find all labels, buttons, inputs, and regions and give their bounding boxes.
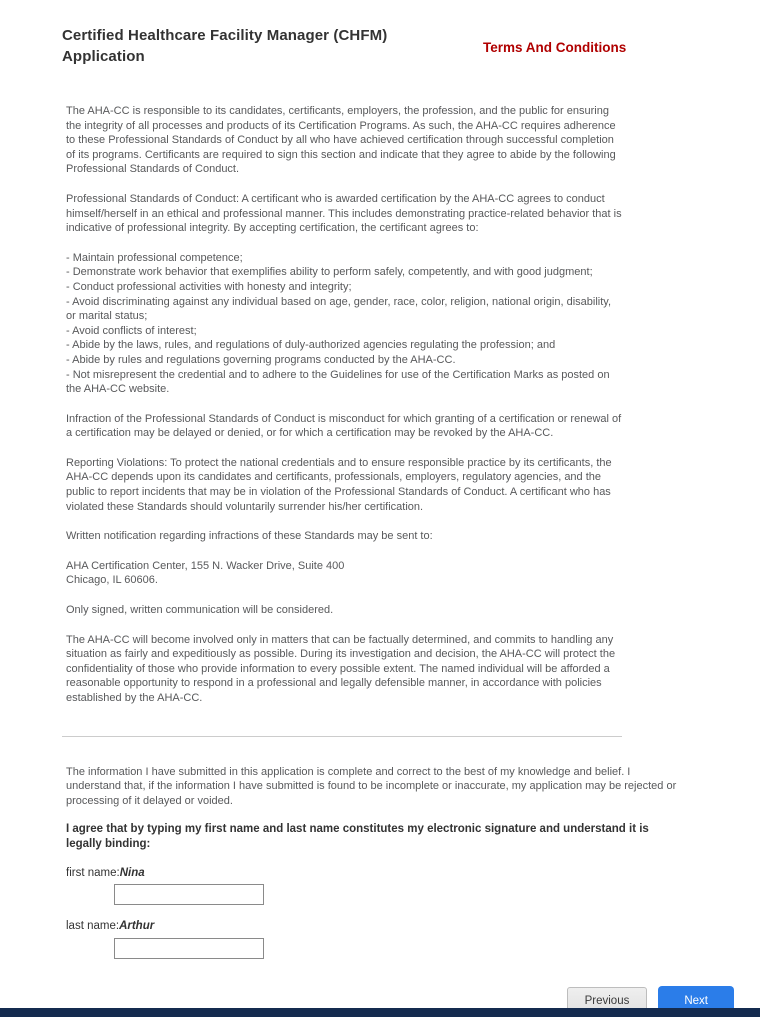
last-name-field <box>66 919 682 959</box>
page-title: Certified Healthcare Facility Manager (CHFM) Application <box>62 27 388 65</box>
conduct-list <box>66 251 623 397</box>
terms-paragraph-infraction: Infraction of the Professional Standards of Conduct is misconduct for which granting of a certification or renewal of a certification may be delayed or denied, or for which a certification may be revoked by the AHA-CC. <box>66 412 622 440</box>
conduct-item: - Demonstrate work behavior that exemplifies ability to perform safely, competently, and with good judgment; <box>66 266 593 279</box>
next-button[interactable]: Next <box>658 986 734 1016</box>
conduct-item: - Avoid conflicts of interest; <box>66 324 197 337</box>
last-name-input[interactable] <box>114 938 264 959</box>
agree-statement: I agree that by typing my first name and last name constitutes my electronic signature and understand it is legally binding: <box>66 823 649 850</box>
declaration-paragraph: The information I have submitted in this application is complete and correct to the best of my knowledge and belief. I understand that, if the information I have submitted is found to be incomplete or inaccurate, my application may be rejected or processing of it delayed or voided. <box>66 765 677 807</box>
address-line-1: AHA Certification Center, 155 N. Wacker Drive, Suite 400 <box>66 559 345 572</box>
footer-bar <box>0 1008 760 1017</box>
last-name-label: last name: <box>66 920 120 933</box>
address-line-2: Chicago, IL 60606. <box>66 574 158 587</box>
terms-paragraph-signed-only: Only signed, written communication will be considered. <box>66 604 334 617</box>
terms-paragraph-written-notice: Written notification regarding infractions of these Standards may be sent to: <box>66 530 433 543</box>
terms-heading: Terms And Conditions <box>483 40 627 55</box>
section-divider <box>62 736 622 737</box>
conduct-item: - Conduct professional activities with honesty and integrity; <box>66 280 352 293</box>
terms-paragraph-standards-intro: Professional Standards of Conduct: A certificant who is awarded certification by the AHA-CC agrees to conduct himself/herself in an ethical and professional manner. This includes demonstrating practice-related behavior that is indicative of professional integrity. By accepting certification, the certificant agrees to: <box>66 192 622 235</box>
terms-paragraph-reporting: Reporting Violations: To protect the national credentials and to ensure responsible practice by its certificants, the AHA-CC depends upon its candidates and certificants, professionals, employers, regulatory agencies, and the public to report incidents that may be in violation of the Professional Standards of Conduct. A certificant who has violated these Standards should voluntarily surrender his/her certification. <box>66 456 612 513</box>
page-header <box>0 0 760 78</box>
last-name-value: Arthur <box>119 920 155 933</box>
terms-paragraph-responsibility: The AHA-CC is responsible to its candidates, certificants, employers, the profession, and the public for ensuring the integrity of all processes and products of its Certification Programs. As such, the AHA-CC requires adherence to these Professional Standards of Conduct by all who have achieved certification through successful completion of its programs. Certificants are required to sign this section and indicate that they agree to abide by the following Professional Standards of Conduct. <box>66 105 616 176</box>
conduct-item: - Maintain professional competence; <box>66 251 243 264</box>
first-name-value: Nina <box>119 866 145 879</box>
first-name-label: first name: <box>66 866 120 879</box>
mailing-address <box>66 559 623 588</box>
first-name-field <box>66 866 682 906</box>
conduct-item: - Avoid discriminating against any individual based on age, gender, race, color, religion, national origin, disability, or marital status; <box>66 295 612 323</box>
terms-text-section <box>66 104 623 706</box>
terms-paragraph-involvement: The AHA-CC will become involved only in matters that can be factually determined, and commits to handling any situation as fairly and expeditiously as possible. During its investigation and decision, the AHA-CC will protect the confidentiality of those who provide information to every possible extent. The named individual will be afforded a reasonable opportunity to respond in a professional and legally defensible manner, in accordance with policies established by the AHA-CC. <box>66 633 616 704</box>
first-name-input[interactable] <box>114 884 264 905</box>
conduct-item: - Abide by rules and regulations governing programs conducted by the AHA-CC. <box>66 353 456 366</box>
conduct-item: - Abide by the laws, rules, and regulations of duly-authorized agencies regulating the profession; and <box>66 339 556 352</box>
previous-button[interactable]: Previous <box>567 987 648 1014</box>
conduct-item: - Not misrepresent the credential and to adhere to the Guidelines for use of the Certification Marks as posted on the AHA-CC website. <box>66 368 610 396</box>
signature-section <box>66 765 708 1016</box>
